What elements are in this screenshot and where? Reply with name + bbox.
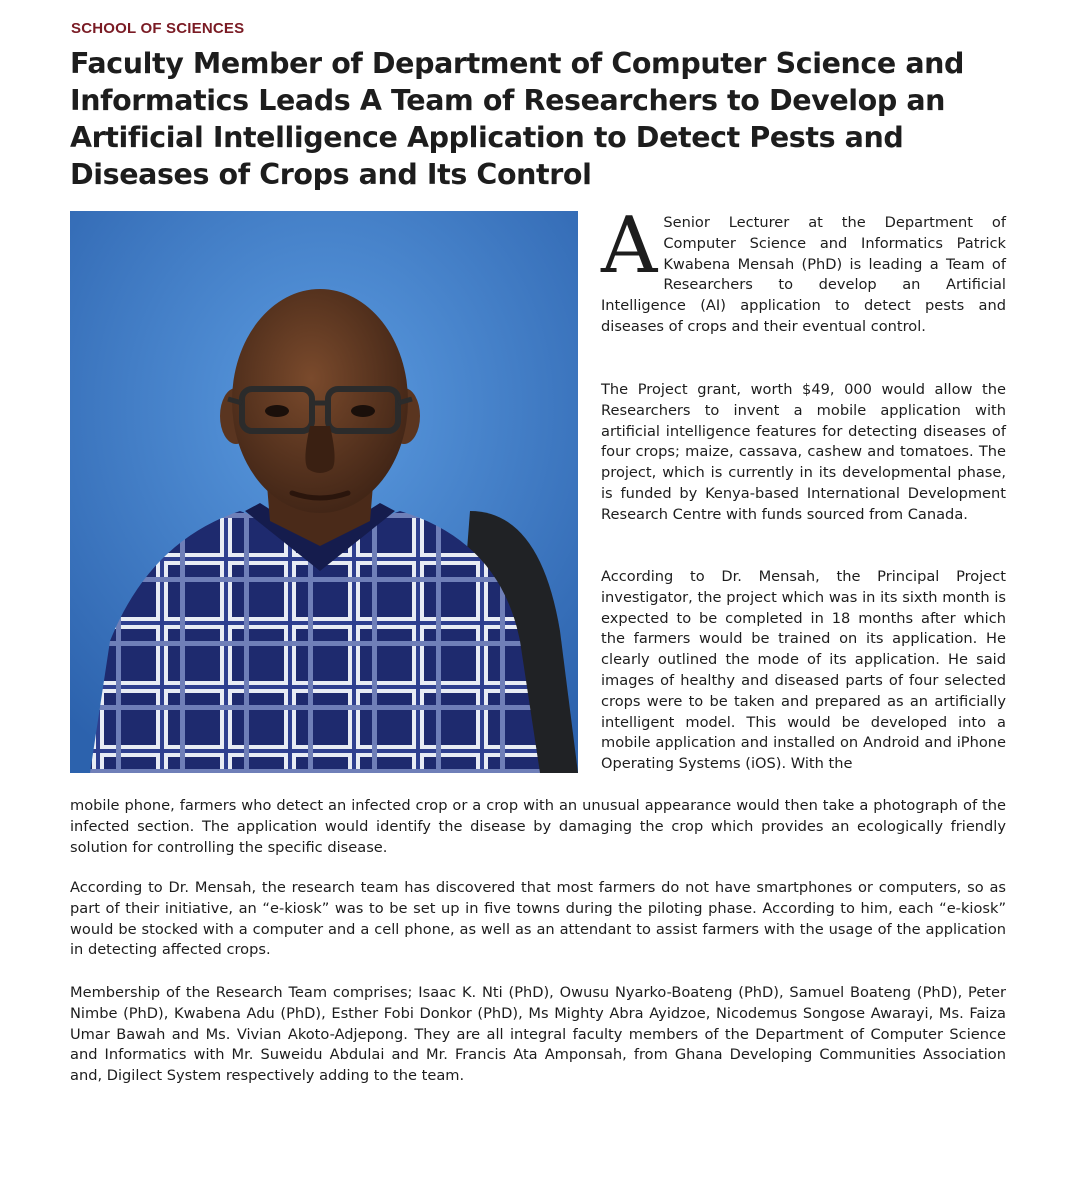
paragraph-ekiosk: According to Dr. Mensah, the research team has discovered that most farmers do not have smartphones or computers, so as part of their initiative, an “e-kiosk” was to be set up in five towns during the piloting phase. According to him, each “e-kiosk” would be stocked with a computer and a cell phone, as well as an attendant to assist farmers with the usage of the application in detecting affected crops. (70, 879, 1006, 959)
drop-cap: A (601, 201, 658, 291)
portrait-photo (70, 211, 578, 773)
paragraph-timeline: According to Dr. Mensah, the Principal Project investigator, the project which was in its sixth month is expected to be completed in 18 months after which the farmers would be trained on its application. He clearly outlined the mode of its application. He said images of healthy and diseased parts of four selected crops were to be taken and prepared as an artificially intelligent model. This would be developed into a mobile application and installed on Android and iPhone Operating Systems (iOS). With the (601, 568, 1006, 773)
paragraph-team-members: Membership of the Research Team comprises; Isaac K. Nti (PhD), Owusu Nyarko-Boateng (PhD), Samuel Boateng (PhD), Peter Nimbe (PhD), Kwabena Adu (PhD), Esther Fobi Donkor (PhD), Ms Mighty Abra Ayidzoe, Nicodemus Songose Awarayi, Ms. Faiza Umar Bawah and Ms. Vivian Akoto-Adjepong. They are all integral faculty members of the Department of Computer Science and Informatics with Mr. Suweidu Abdulai and Mr. Francis Ata Amponsah, from Ghana Developing Communities Association and, Digilect System respectively adding to the team. (70, 984, 1006, 1085)
paragraph-intro-text: Senior Lecturer at the Department of Computer Science and Informatics Patrick Kwabena Mensah (PhD) is leading a Team of Researchers to develop an Artificial Intelligence (AI) application to detect pests and diseases of crops and their eventual control. (601, 214, 1006, 335)
section-kicker: SCHOOL OF SCIENCES (71, 20, 245, 37)
paragraph-grant: The Project grant, worth $49, 000 would allow the Researchers to invent a mobile application with artificial intelligence features for detecting diseases of four crops; maize, cassava, cashew and tomatoes. The project, which is currently in its developmental phase, is funded by Kenya-based International Development Research Centre with funds sourced from Canada. (601, 381, 1006, 523)
article-headline: Faculty Member of Department of Computer Science and Informatics Leads A Team of Researchers to Develop an Artificial Intelligence Application to Detect Pests and Diseases of Crops and Its Control (70, 47, 965, 191)
paragraph-timeline-continued: mobile phone, farmers who detect an infected crop or a crop with an unusual appearance would then take a photograph of the infected section. The application would identify the disease by damaging the crop which provides an ecologically friendly solution for controlling the specific disease. (70, 797, 1006, 856)
intro-paragraph (601, 201, 1006, 338)
